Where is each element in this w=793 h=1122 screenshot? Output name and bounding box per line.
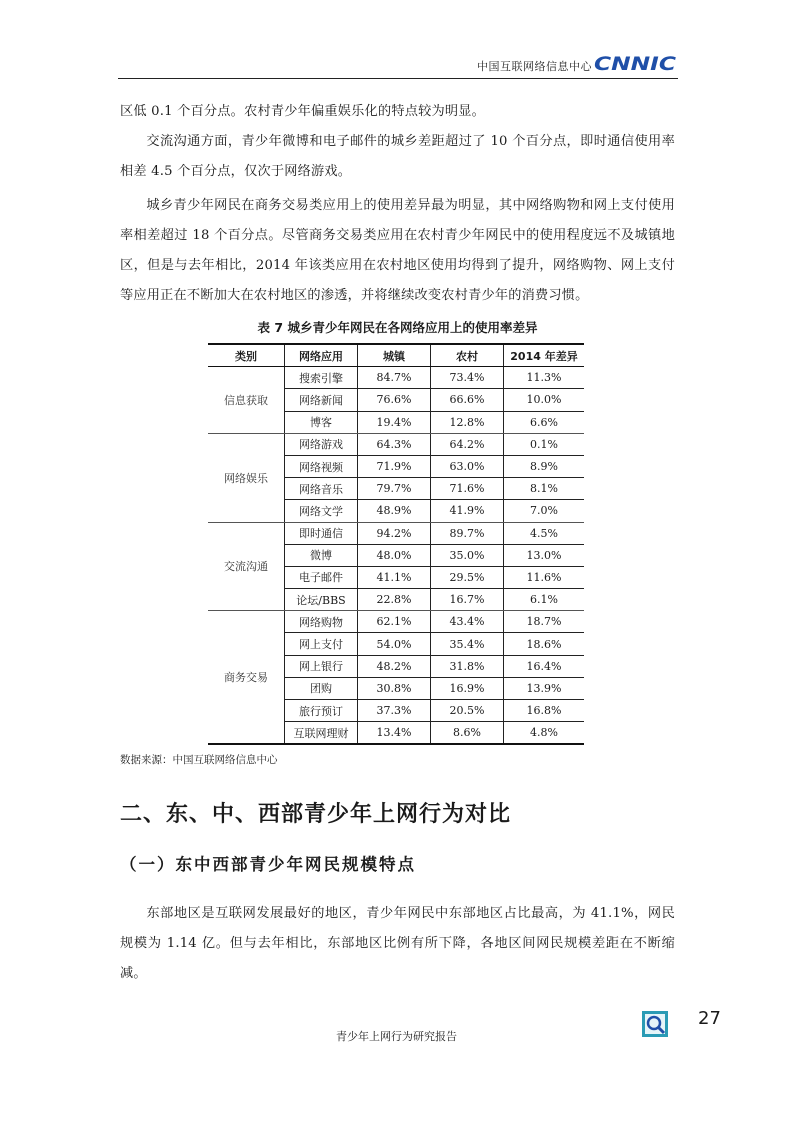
table-row <box>208 367 584 389</box>
rural-rate-cell: 63.0% <box>431 455 504 477</box>
footer-report-title: 青少年上网行为研究报告 <box>336 1030 457 1043</box>
app-cell: 微博 <box>285 544 358 566</box>
app-cell: 旅行预订 <box>285 700 358 722</box>
diff-cell: 16.8% <box>504 700 585 722</box>
app-cell: 搜索引擎 <box>285 367 358 389</box>
header-app: 网络应用 <box>285 344 358 367</box>
section-heading: 二、东、中、西部青少年上网行为对比 <box>120 802 512 827</box>
diff-cell: 10.0% <box>504 389 585 411</box>
app-cell: 即时通信 <box>285 522 358 544</box>
app-cell: 网络视频 <box>285 455 358 477</box>
rural-rate-cell: 43.4% <box>431 611 504 633</box>
diff-cell: 16.4% <box>504 655 585 677</box>
diff-cell: 6.1% <box>504 589 585 611</box>
diff-cell: 8.1% <box>504 478 585 500</box>
rural-rate-cell: 35.4% <box>431 633 504 655</box>
rural-rate-cell: 16.9% <box>431 677 504 699</box>
urban-rate-cell: 79.7% <box>358 478 431 500</box>
urban-rate-cell: 76.6% <box>358 389 431 411</box>
rural-rate-cell: 41.9% <box>431 500 504 522</box>
rural-rate-cell: 64.2% <box>431 433 504 455</box>
diff-cell: 11.6% <box>504 566 585 588</box>
diff-cell: 13.0% <box>504 544 585 566</box>
rural-rate-cell: 31.8% <box>431 655 504 677</box>
urban-rate-cell: 30.8% <box>358 677 431 699</box>
app-cell: 博客 <box>285 411 358 433</box>
category-cell: 交流沟通 <box>208 522 285 611</box>
urban-rate-cell: 41.1% <box>358 566 431 588</box>
table-row <box>208 522 584 544</box>
diff-cell: 18.7% <box>504 611 585 633</box>
diff-cell: 4.8% <box>504 722 585 745</box>
svg-text:CNNIC: CNNIC <box>594 53 677 74</box>
table-title: 表 7 城乡青少年网民在各网络应用上的使用率差异 <box>257 320 538 335</box>
app-cell: 网络新闻 <box>285 389 358 411</box>
table-row <box>208 611 584 633</box>
app-cell: 网络购物 <box>285 611 358 633</box>
usage-rate-table <box>208 343 584 745</box>
urban-rate-cell: 37.3% <box>358 700 431 722</box>
header-rural: 农村 <box>431 344 504 367</box>
page-number: 27 <box>698 1008 721 1029</box>
app-cell: 互联网理财 <box>285 722 358 745</box>
paragraph-1: 区低 0.1 个百分点。农村青少年偏重娱乐化的特点较为明显。 <box>120 104 486 119</box>
page-header <box>118 52 678 79</box>
urban-rate-cell: 22.8% <box>358 589 431 611</box>
diff-cell: 11.3% <box>504 367 585 389</box>
diff-cell: 6.6% <box>504 411 585 433</box>
urban-rate-cell: 48.0% <box>358 544 431 566</box>
header-category: 类别 <box>208 344 285 367</box>
rural-rate-cell: 12.8% <box>431 411 504 433</box>
paragraph-3: 城乡青少年网民在商务交易类应用上的使用差异最为明显，其中网络购物和网上支付使用率相差超过 18 个百分点。尽管商务交易类应用在农村青少年网民中的使用程度远不及城镇地区，但是与去年相比，2014 年该类应用在农村地区使用均得到了提升，网络购物、网上支付等应用正在不断加大在农村地区的渗透，并将继续改变农村青少年的消费习惯。 <box>120 198 675 303</box>
app-cell: 网络游戏 <box>285 433 358 455</box>
app-cell: 论坛/BBS <box>285 589 358 611</box>
app-cell: 网上银行 <box>285 655 358 677</box>
rural-rate-cell: 66.6% <box>431 389 504 411</box>
rural-rate-cell: 16.7% <box>431 589 504 611</box>
rural-rate-cell: 73.4% <box>431 367 504 389</box>
table-header-row <box>208 344 584 367</box>
category-cell: 信息获取 <box>208 367 285 434</box>
app-cell: 网上支付 <box>285 633 358 655</box>
diff-cell: 13.9% <box>504 677 585 699</box>
header-org-name: 中国互联网络信息中心 <box>477 60 592 73</box>
cnnic-logo <box>594 52 678 74</box>
header-urban: 城镇 <box>358 344 431 367</box>
urban-rate-cell: 94.2% <box>358 522 431 544</box>
paragraph-2: 交流沟通方面，青少年微博和电子邮件的城乡差距超过了 10 个百分点，即时通信使用率相差 4.5 个百分点，仅次于网络游戏。 <box>120 134 675 179</box>
category-cell: 网络娱乐 <box>208 433 285 522</box>
table-row <box>208 433 584 455</box>
app-cell: 团购 <box>285 677 358 699</box>
rural-rate-cell: 89.7% <box>431 522 504 544</box>
rural-rate-cell: 29.5% <box>431 566 504 588</box>
section-paragraph: 东部地区是互联网发展最好的地区，青少年网民中东部地区占比最高，为 41.1%，网民规模为 1.14 亿。但与去年相比，东部地区比例有所下降，各地区间网民规模差距在不断缩减。 <box>120 906 675 981</box>
urban-rate-cell: 48.9% <box>358 500 431 522</box>
urban-rate-cell: 13.4% <box>358 722 431 745</box>
category-cell: 商务交易 <box>208 611 285 745</box>
rural-rate-cell: 20.5% <box>431 700 504 722</box>
section-subheading: （一）东中西部青少年网民规模特点 <box>120 855 416 874</box>
urban-rate-cell: 71.9% <box>358 455 431 477</box>
urban-rate-cell: 54.0% <box>358 633 431 655</box>
app-cell: 网络音乐 <box>285 478 358 500</box>
data-source-note: 数据来源：中国互联网络信息中心 <box>120 754 278 766</box>
diff-cell: 0.1% <box>504 433 585 455</box>
urban-rate-cell: 84.7% <box>358 367 431 389</box>
rural-rate-cell: 71.6% <box>431 478 504 500</box>
app-cell: 网络文学 <box>285 500 358 522</box>
diff-cell: 18.6% <box>504 633 585 655</box>
diff-cell: 4.5% <box>504 522 585 544</box>
urban-rate-cell: 48.2% <box>358 655 431 677</box>
rural-rate-cell: 35.0% <box>431 544 504 566</box>
urban-rate-cell: 64.3% <box>358 433 431 455</box>
diff-cell: 8.9% <box>504 455 585 477</box>
urban-rate-cell: 62.1% <box>358 611 431 633</box>
header-diff: 2014 年差异 <box>504 344 585 367</box>
app-cell: 电子邮件 <box>285 566 358 588</box>
urban-rate-cell: 19.4% <box>358 411 431 433</box>
rural-rate-cell: 8.6% <box>431 722 504 745</box>
diff-cell: 7.0% <box>504 500 585 522</box>
